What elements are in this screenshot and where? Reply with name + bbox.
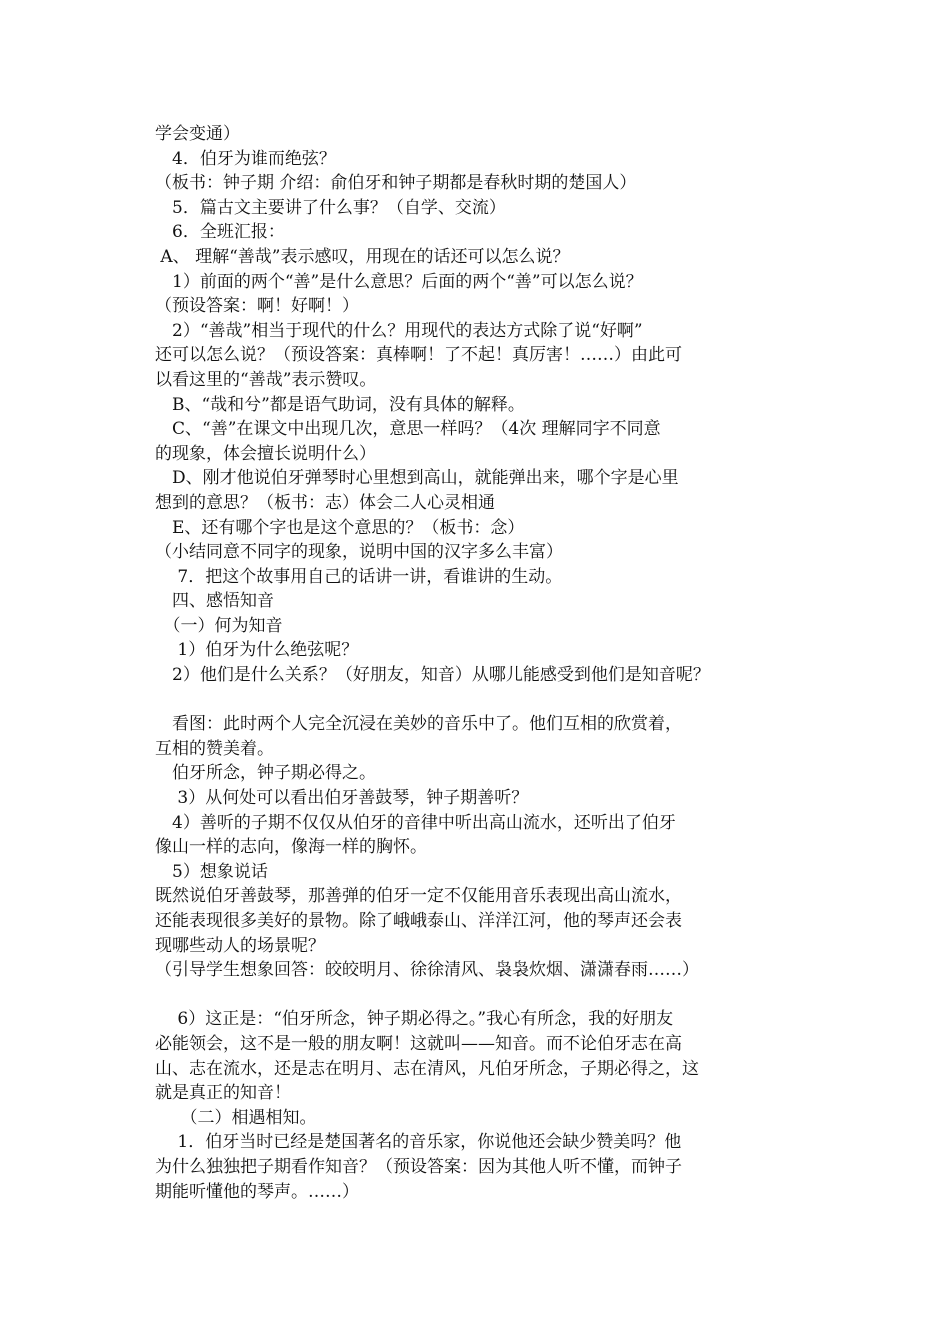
text-line: （二）相遇相知。 (155, 1107, 317, 1128)
text-line: 1．伯牙当时已经是楚国著名的音乐家，你说他还会缺少赞美吗？他 (155, 1132, 682, 1153)
document-body (155, 122, 820, 1204)
text-line: 以看这里的“善哉”表示赞叹。 (155, 369, 377, 390)
text-line: 就是真正的知音！ (155, 1083, 291, 1104)
text-line: （小结同意不同字的现象，说明中国的汉字多么丰富） (155, 542, 563, 563)
text-line: A、 理解“善哉”表示感叹，用现在的话还可以怎么说？ (155, 246, 570, 267)
blank-line (155, 688, 820, 713)
text-line: 3）从何处可以看出伯牙善鼓琴，钟子期善听？ (155, 788, 529, 809)
text-line: 还可以怎么说？（预设答案：真棒啊！了不起！真厉害！……）由此可 (155, 345, 682, 366)
text-line: C、“善”在课文中出现几次，意思一样吗？（4次 理解同字不同意 (155, 419, 661, 440)
text-line: （板书：钟子期 介绍：俞伯牙和钟子期都是春秋时期的楚国人） (155, 173, 637, 194)
text-line: 1）前面的两个“善”是什么意思？后面的两个“善”可以怎么说？ (155, 271, 643, 292)
text-line: 7．把这个故事用自己的话讲一讲，看谁讲的生动。 (155, 566, 563, 587)
text-line: 互相的赞美着。 (155, 738, 274, 759)
text-line: 现哪些动人的场景呢？ (155, 935, 325, 956)
text-line: 像山一样的志向，像海一样的胸怀。 (155, 837, 427, 858)
text-line: 5．篇古文主要讲了什么事？（自学、交流） (155, 197, 506, 218)
text-line: 四、感悟知音 (155, 591, 274, 612)
text-line: 5）想象说话 (155, 861, 268, 882)
text-line: 还能表现很多美好的景物。除了峨峨泰山、洋洋江河，他的琴声还会表 (155, 911, 682, 931)
text-line: 想到的意思？（板书：志）体会二人心灵相通 (155, 492, 495, 513)
text-line: 4）善听的子期不仅仅从伯牙的音律中听出高山流水，还听出了伯牙 (155, 812, 676, 833)
text-line: （引导学生想象回答：皎皎明月、徐徐清风、袅袅炊烟、潇潇春雨……） (155, 960, 699, 981)
text-line: 的现象，体会擅长说明什么） (155, 443, 376, 464)
text-line: D、刚才他说伯牙弹琴时心里想到高山，就能弹出来，哪个字是心里 (155, 468, 679, 489)
text-line: 为什么独独把子期看作知音？（预设答案：因为其他人听不懂，而钟子 (155, 1156, 682, 1177)
blank-line (155, 983, 820, 1008)
text-line: 2）他们是什么关系？（好朋友，知音）从哪儿能感受到他们是知音呢？ (155, 665, 710, 686)
text-line: 伯牙所念，钟子期必得之。 (155, 763, 376, 784)
text-line: （预设答案：啊！好啊！） (155, 296, 359, 317)
text-line: 看图：此时两个人完全沉浸在美妙的音乐中了。他们互相的欣赏着， (155, 714, 682, 735)
text-line: 期能听懂他的琴声。……） (155, 1181, 359, 1202)
text-line: 山、志在流水，还是志在明月、志在清风，凡伯牙所念，子期必得之，这 (155, 1058, 699, 1079)
text-line: 学会变通） (155, 124, 240, 144)
text-line: 必能领会，这不是一般的朋友啊！这就叫——知音。而不论伯牙志在高 (155, 1033, 682, 1054)
text-line: （一）何为知音 (155, 615, 283, 636)
text-line: E、还有哪个字也是这个意思的？（板书：念） (155, 517, 525, 538)
text-line: 6．全班汇报： (155, 222, 285, 243)
text-line: 2）“善哉”相当于现代的什么？用现代的表达方式除了说“好啊” (155, 320, 643, 341)
text-line: 4．伯牙为谁而绝弦？ (155, 148, 336, 169)
text-line: 1）伯牙为什么绝弦呢？ (155, 640, 359, 661)
text-line: 6）这正是：“伯牙所念，钟子期必得之。”我心有所念，我的好朋友 (155, 1009, 674, 1030)
text-line: B、“哉和兮”都是语气助词，没有具体的解释。 (155, 394, 525, 415)
text-line: 既然说伯牙善鼓琴，那善弹的伯牙一定不仅能用音乐表现出高山流水， (155, 886, 682, 907)
